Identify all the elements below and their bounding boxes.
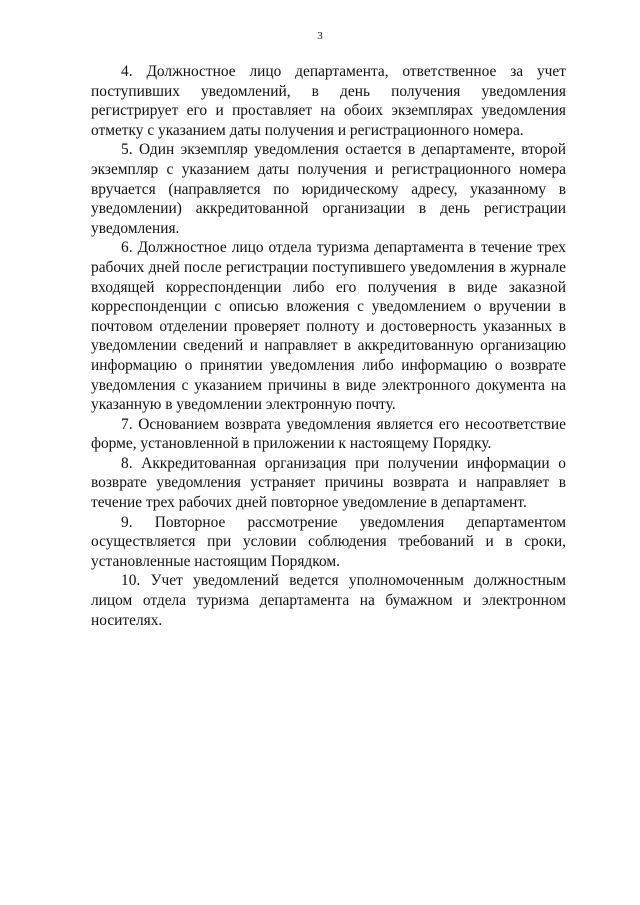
paragraph-number: 4. xyxy=(121,63,133,80)
paragraph-number: 10. xyxy=(121,572,141,590)
paragraph-9 xyxy=(91,513,566,572)
paragraph-number: 5. xyxy=(121,141,133,159)
paragraph-8 xyxy=(91,454,566,513)
paragraph-5 xyxy=(91,140,566,238)
paragraph-text: Основанием возврата уведомления является его несоответствие форме, установленной в приложении к настоящему Порядку. xyxy=(91,415,566,453)
paragraph-text: Повторное рассмотрение уведомления департаментом осуществляется при условии соблюдения требований и в сроки, установленные настоящим Порядком. xyxy=(91,513,566,570)
paragraph-10 xyxy=(91,571,566,630)
paragraph-text: Должностное лицо департамента, ответственное за учет поступивших уведомлений, в день получения уведомления регистрирует его и проставляет на обоих экземплярах уведомления отметку с указанием даты получения и регистрационного номера. xyxy=(91,63,566,139)
page-number: 3 xyxy=(317,30,323,42)
paragraph-text: Один экземпляр уведомления остается в департаменте, второй экземпляр с указанием даты получения и регистрационного номера вручается (направляется по юридическому адресу, указанному в уведомлении) аккредитованной организации в день регистрации уведомления. xyxy=(91,141,566,237)
paragraph-6 xyxy=(91,238,566,414)
paragraph-number: 7. xyxy=(121,415,133,433)
document-body xyxy=(91,62,566,630)
paragraph-number: 6. xyxy=(121,239,133,257)
paragraph-text: Учет уведомлений ведется уполномоченным должностным лицом отдела туризма департамента на бумажном и электронном носителях. xyxy=(91,572,566,629)
paragraph-number: 9. xyxy=(121,513,133,531)
paragraph-text: Аккредитованная организация при получении информации о возврате уведомления устраняет причины возврата и направляет в течение трех рабочих дней повторное уведомление в департамент. xyxy=(91,454,566,512)
paragraph-7 xyxy=(91,415,566,454)
paragraph-number: 8. xyxy=(121,454,133,472)
paragraph-text: Должностное лицо отдела туризма департамента в течение трех рабочих дней после регистрации поступившего уведомления в журнале входящей корреспонденции либо его получения в виде заказной корреспонденции с описью вложения с уведомлением о вручении в почтовом отделении проверяет полноту и достоверность указанных в уведомлении сведений и направляет в аккредитованную организацию информацию о принятии уведомления либо информацию о возврате уведомления с указанием причины в виде электронного документа на указанную в уведомлении электронную почту. xyxy=(91,239,566,414)
paragraph-4 xyxy=(91,62,566,140)
